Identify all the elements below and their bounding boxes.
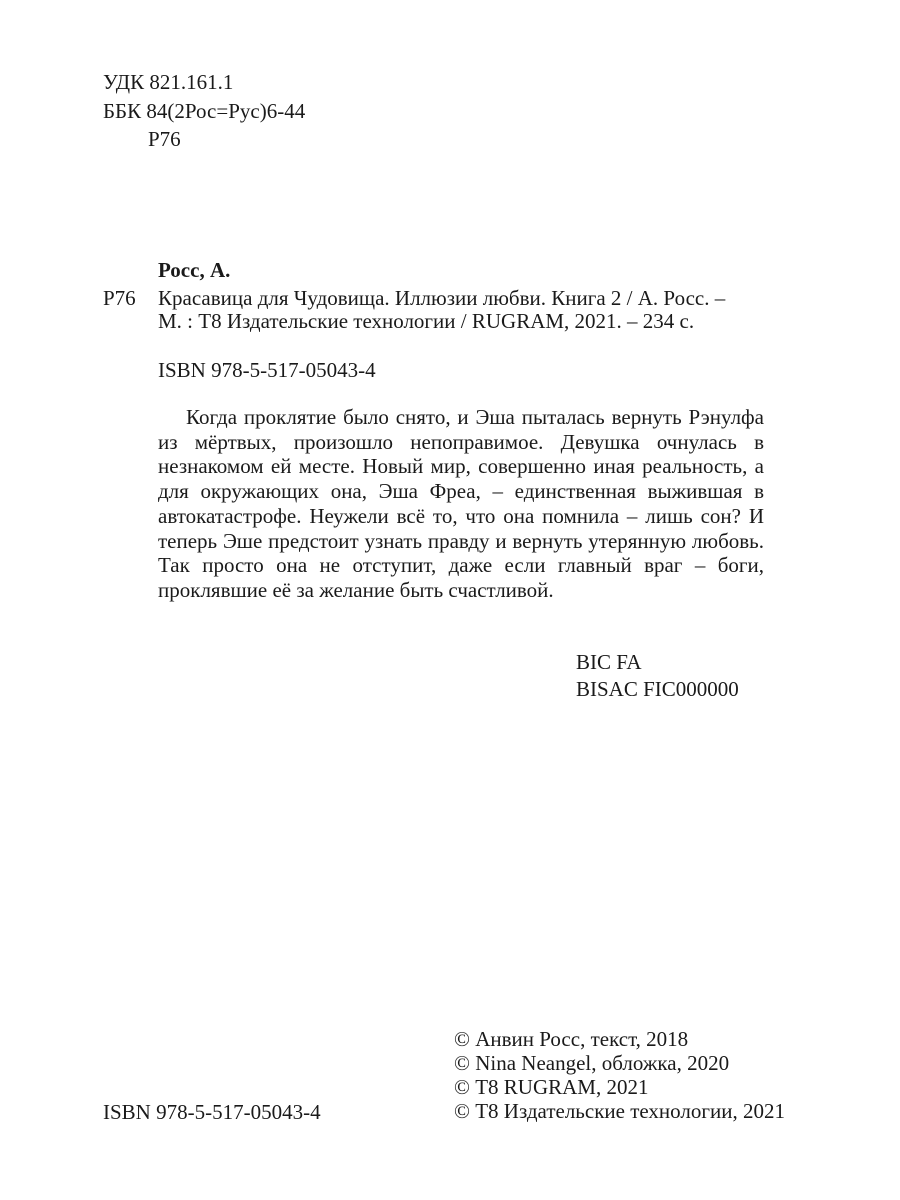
udk-code: УДК 821.161.1 <box>103 70 234 94</box>
bibliographic-description-line-2: М. : Т8 Издательские технологии / RUGRAM, 2021. – 234 с. <box>158 309 695 333</box>
bisac-code: BISAC FIC000000 <box>576 677 739 701</box>
annotation-paragraph: Когда проклятие было снято, и Эша пыталась вернуть Рэнулфа из мёртвых, произошло непоправимое. Девушка очнулась в незнакомом ей месте. Новый мир, совершенно иная реальность, а для окружающих она, Эша Фреа, – единственная выжившая в автокатастрофе. Неужели всё то, что она помнила – лишь сон? И теперь Эше предстоит узнать правду и вернуть утерянную любовь. Так просто она не отступит, даже если главный враг – боги, проклявшие её за желание быть счастливой. <box>158 405 764 602</box>
copyright-line: © Т8 Издательские технологии, 2021 <box>454 1099 785 1123</box>
author-heading: Росс, А. <box>158 258 231 282</box>
isbn-main: ISBN 978-5-517-05043-4 <box>158 358 376 382</box>
author-sign: Р76 <box>103 286 136 310</box>
copyright-line: © Анвин Росс, текст, 2018 <box>454 1027 689 1051</box>
bic-code: BIC FA <box>576 650 642 674</box>
author-sign-top: Р76 <box>148 127 181 151</box>
copyright-list <box>454 1027 785 1123</box>
isbn-footer: ISBN 978-5-517-05043-4 <box>103 1100 321 1124</box>
bibliographic-description-line-1: Красавица для Чудовища. Иллюзии любви. Книга 2 / А. Росс. – <box>158 286 726 310</box>
copyright-line: © Т8 RUGRAM, 2021 <box>454 1075 649 1099</box>
bbk-code: ББК 84(2Рос=Рус)6-44 <box>103 99 306 123</box>
copyright-line: © Nina Neangel, обложка, 2020 <box>454 1051 730 1075</box>
